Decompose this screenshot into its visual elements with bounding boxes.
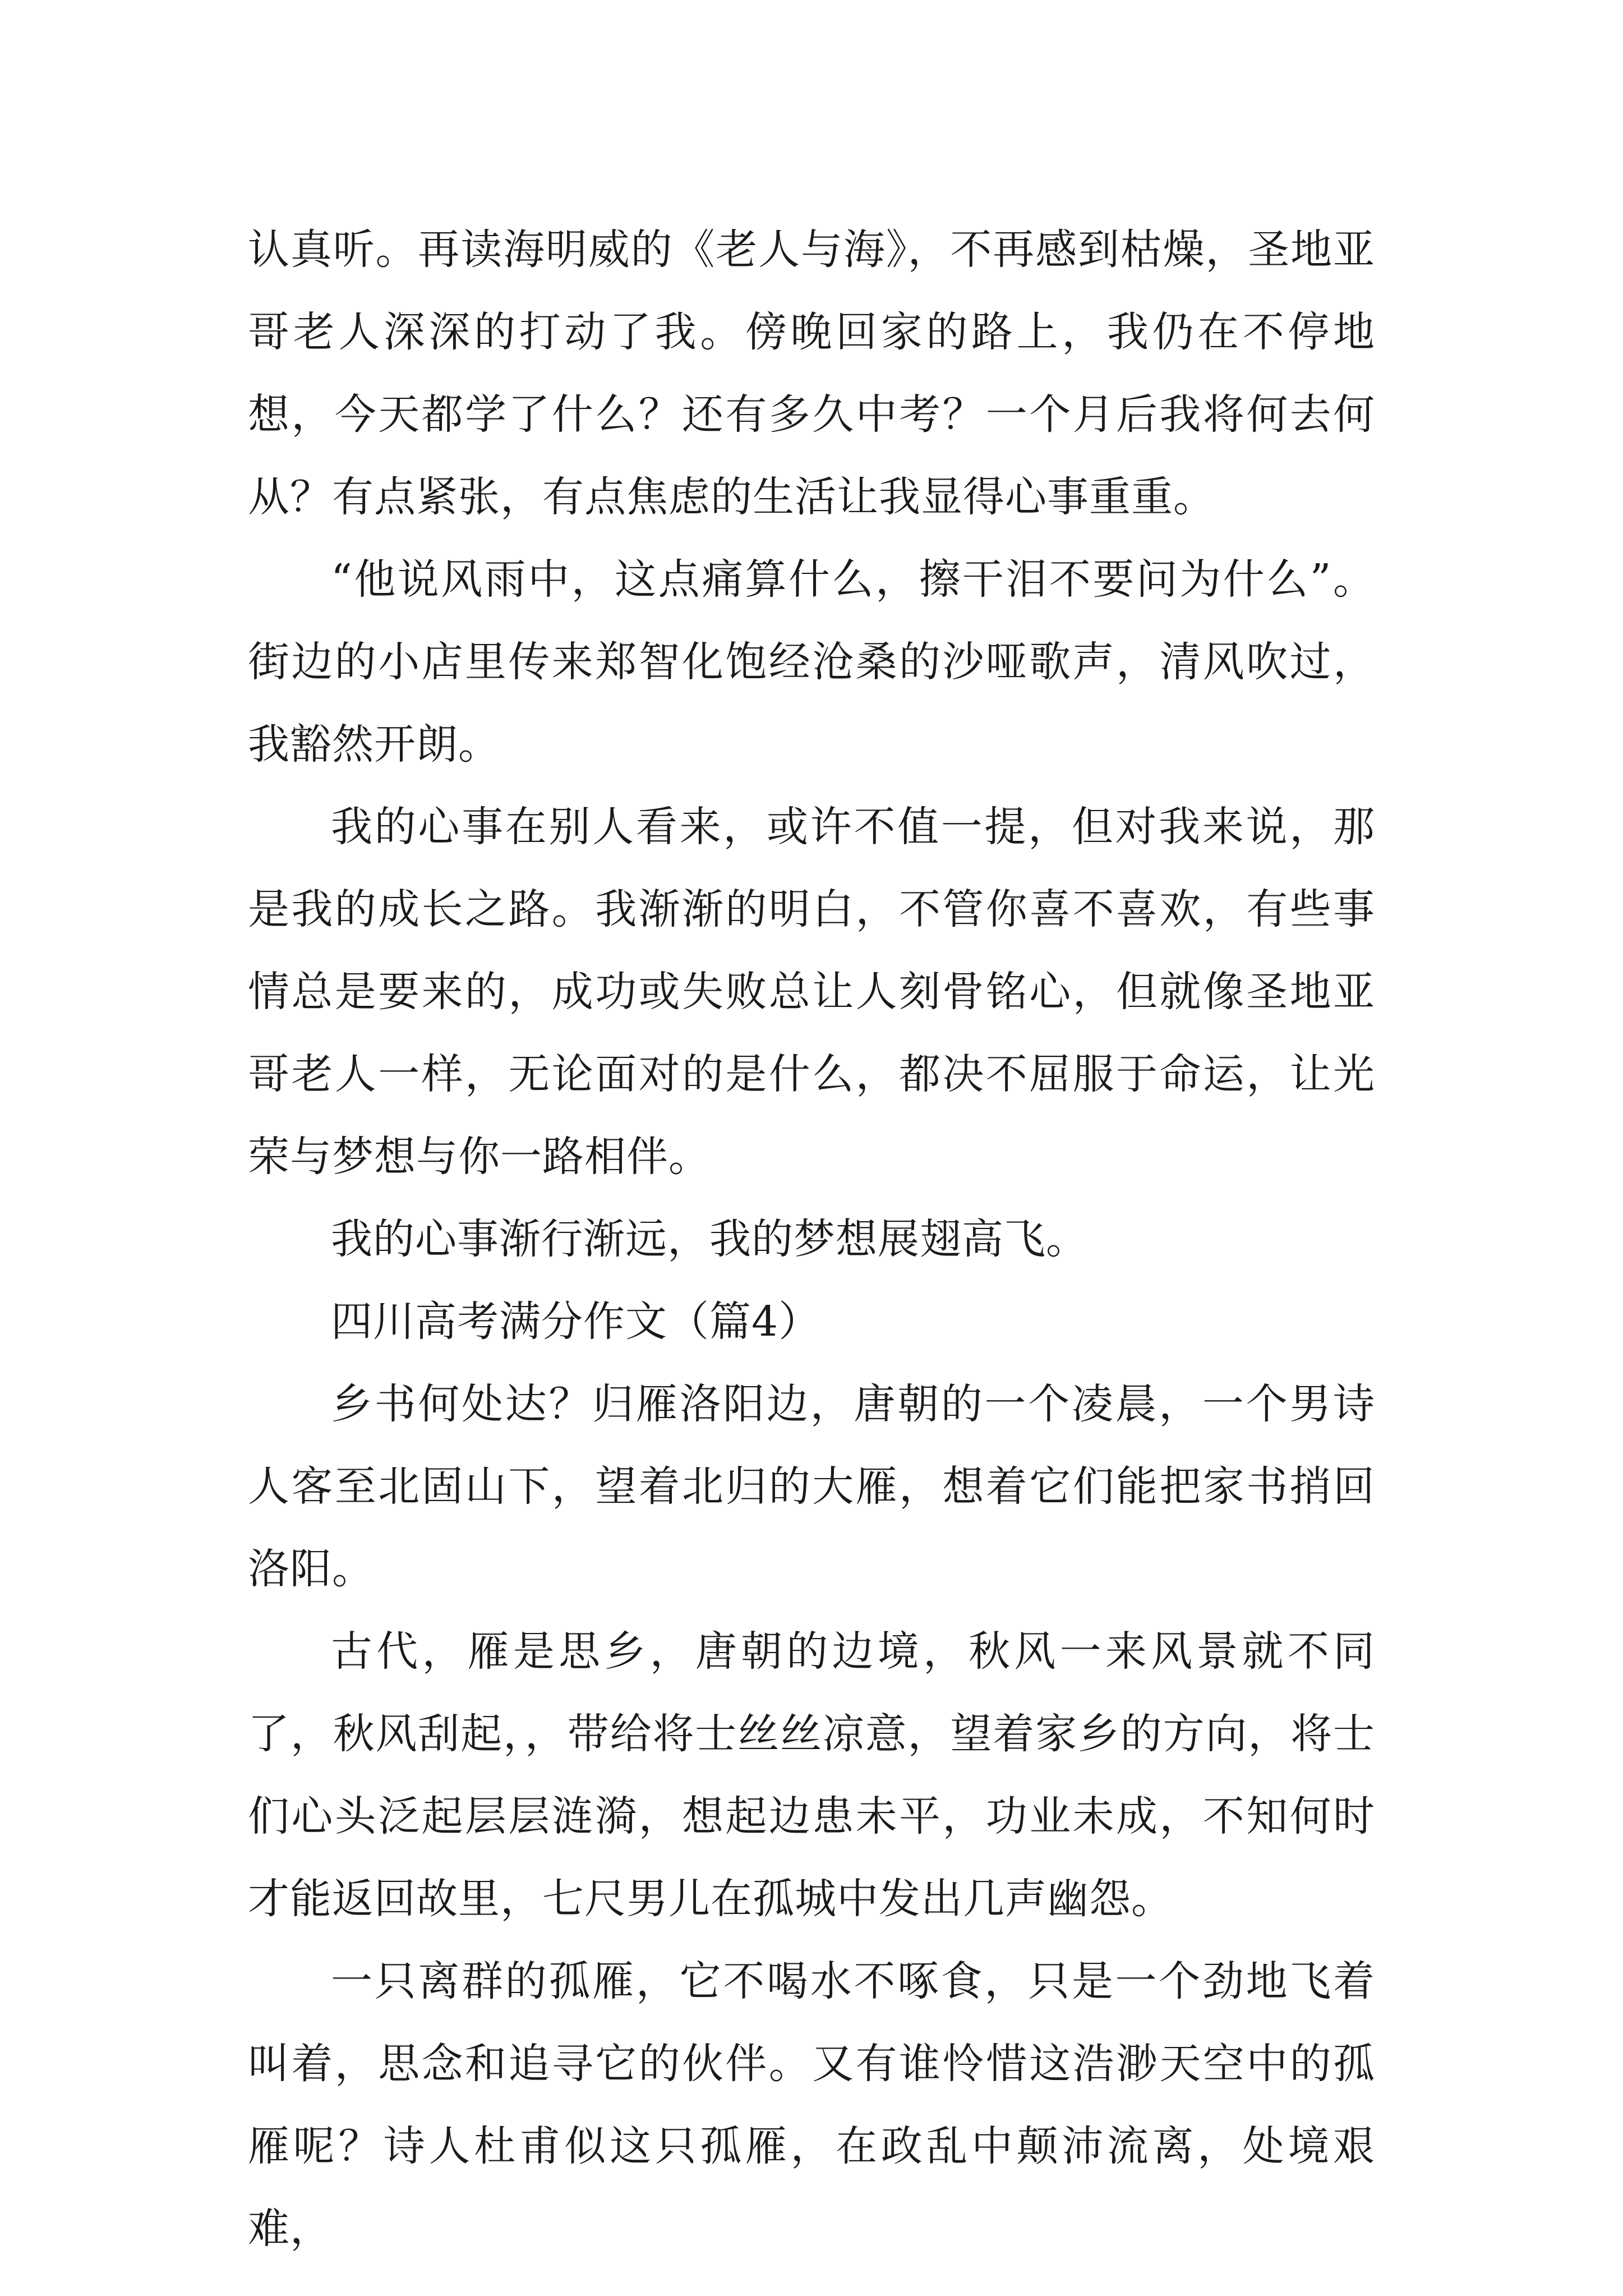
- paragraph: 我的心事渐行渐远，我的梦想展翅高飞。: [331, 1215, 1088, 1263]
- section-heading: 四川高考满分作文（篇4）: [331, 1297, 821, 1346]
- paragraph: 我的心事在别人看来，或许不值一提，但对我来说，那是我的成长之路。我渐渐的明白，不管你喜不喜欢，有些事情总是要来的，成功或失败总让人刻骨铭心，但就像圣地亚哥老人一样，无论面对的是什么，都决不屈服于命运，让光荣与梦想与你一路相伴。: [248, 803, 1375, 1181]
- paragraph: 乡书何处达？归雁洛阳边，唐朝的一个凌晨，一个男诗人客至北固山下，望着北归的大雁，想着它们能把家书捎回洛阳。: [248, 1380, 1375, 1593]
- paragraph: “他说风雨中，这点痛算什么，擦干泪不要问为什么”。街边的小店里传来郑智化饱经沧桑的沙哑歌声，清风吹过，我豁然开朗。: [248, 555, 1375, 769]
- paragraph: 一只离群的孤雁，它不喝水不啄食，只是一个劲地飞着叫着，思念和追寻它的伙伴。又有谁怜惜这浩渺天空中的孤雁呢？诗人杜甫似这只孤雁，在政乱中颠沛流离，处境艰难，: [248, 1957, 1375, 2253]
- paragraph: 古代，雁是思乡，唐朝的边境，秋风一来风景就不同了，秋风刮起，，带给将士丝丝凉意，望着家乡的方向，将士们心头泛起层层涟漪，想起边患未平，功业未成，不知何时才能返回故里，七尺男儿在孤城中发出几声幽怨。: [248, 1627, 1375, 1923]
- document-body: [248, 209, 1375, 2270]
- paragraph: 认真听。再读海明威的《老人与海》，不再感到枯燥，圣地亚哥老人深深的打动了我。傍晚回家的路上，我仍在不停地想，今天都学了什么？还有多久中考？一个月后我将何去何从？有点紧张，有点焦虑的生活让我显得心事重重。: [248, 226, 1375, 521]
